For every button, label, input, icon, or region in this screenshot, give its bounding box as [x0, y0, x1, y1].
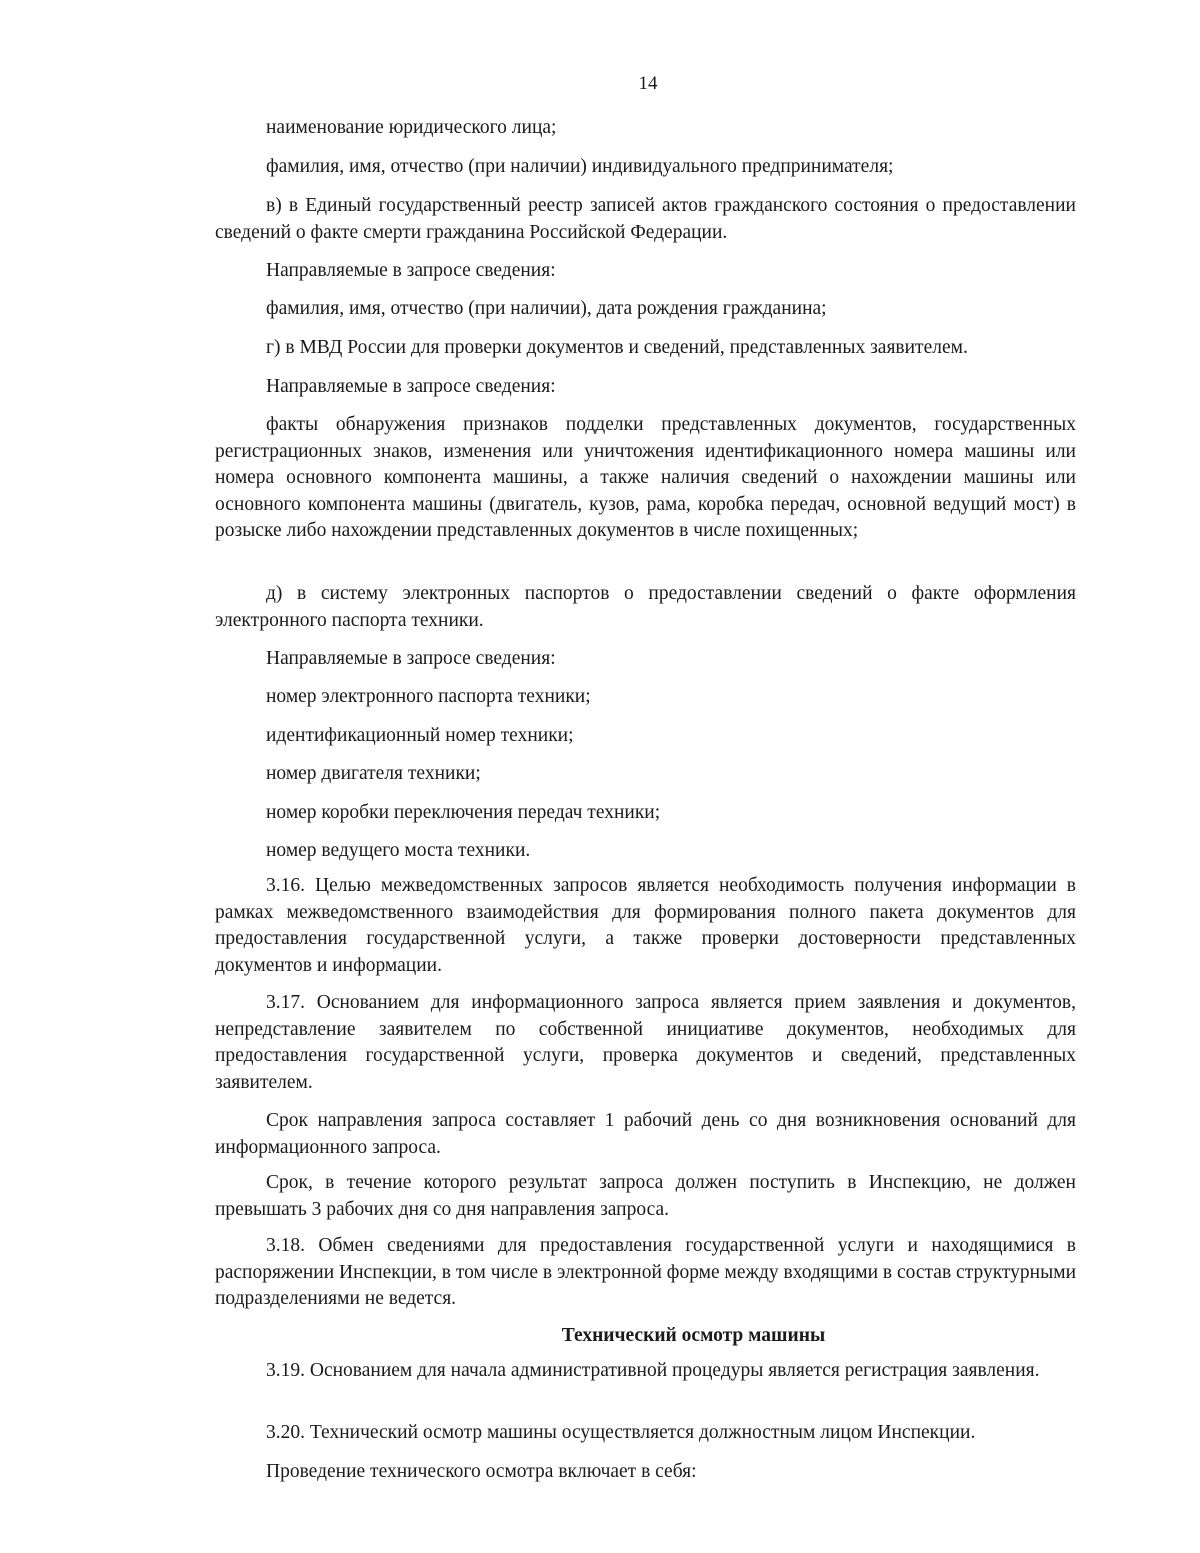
paragraph-mvd: г) в МВД России для проверки документов и сведений, представленных заявителем. — [266, 337, 968, 358]
section-heading: Технический осмотр машины — [561, 1325, 826, 1346]
paragraph-3-19: 3.19. Основанием для начала административной процедуры является регистрация заявления. — [266, 1360, 1040, 1381]
paragraph-3-16: 3.16. Целью межведомственных запросов является необходимость получения информации в рамках межведомственного взаимодействия для формирования полного пакета документов для предоставления государственной услуги, а также проверки достоверности представленных документов и информации. — [215, 875, 1076, 976]
paragraph-vin: идентификационный номер техники; — [266, 725, 574, 746]
paragraph-3-18: 3.18. Обмен сведениями для предоставления государственной услуги и находящимися в распоряжении Инспекции, в том числе в электронной форме между входящими в состав структурными подразделениями не ведется. — [215, 1235, 1076, 1309]
paragraph-citizen-data: фамилия, имя, отчество (при наличии), дата рождения гражданина; — [266, 298, 827, 319]
paragraph-request-deadline: Срок направления запроса составляет 1 рабочий день со дня возникновения оснований для информационного запроса. — [215, 1110, 1076, 1158]
paragraph-3-20: 3.20. Технический осмотр машины осуществляется должностным лицом Инспекции. — [266, 1422, 976, 1443]
paragraph-epassport-system: д) в систему электронных паспортов о предоставлении сведений о факте оформления электронного паспорта техники. — [215, 583, 1076, 631]
paragraph-response-deadline: Срок, в течение которого результат запроса должен поступить в Инспекцию, не должен превышать 3 рабочих дня со дня направления запроса. — [215, 1172, 1076, 1220]
paragraph-gearbox-number: номер коробки переключения передач техники; — [266, 802, 661, 823]
page-number: 14 — [638, 73, 658, 94]
paragraph-sent-info-1: Направляемые в запросе сведения: — [266, 260, 556, 281]
paragraph-legal-entity-name: наименование юридического лица; — [266, 117, 557, 138]
paragraph-sent-info-2: Направляемые в запросе сведения: — [266, 376, 556, 397]
paragraph-inspection-includes: Проведение технического осмотра включает в себя: — [266, 1461, 697, 1482]
paragraph-entrepreneur-name: фамилия, имя, отчество (при наличии) индивидуального предпринимателя; — [266, 156, 894, 177]
paragraph-forgery-facts: факты обнаружения признаков подделки представленных документов, государственных регистрационных знаков, изменения или уничтожения идентификационного номера машины или номера основного компонента машины, а также наличия сведений о нахождении машины или основного компонента машины (двигатель, кузов, рама, коробка передач, основной ведущий мост) в розыске либо нахождении представленных документов в числе похищенных; — [215, 414, 1076, 541]
paragraph-3-17: 3.17. Основанием для информационного запроса является прием заявления и документов, непредставление заявителем по собственной инициативе документов, необходимых для предоставления государственной услуги, проверка документов и сведений, представленных заявителем. — [215, 992, 1076, 1093]
paragraph-epassport-number: номер электронного паспорта техники; — [266, 686, 591, 707]
paragraph-engine-number: номер двигателя техники; — [266, 763, 481, 784]
paragraph-axle-number: номер ведущего моста техники. — [266, 840, 531, 861]
paragraph-sent-info-3: Направляемые в запросе сведения: — [266, 648, 556, 669]
paragraph-civil-registry: в) в Единый государственный реестр записей актов гражданского состояния о предоставлении сведений о факте смерти гражданина Российской Федерации. — [215, 195, 1076, 243]
